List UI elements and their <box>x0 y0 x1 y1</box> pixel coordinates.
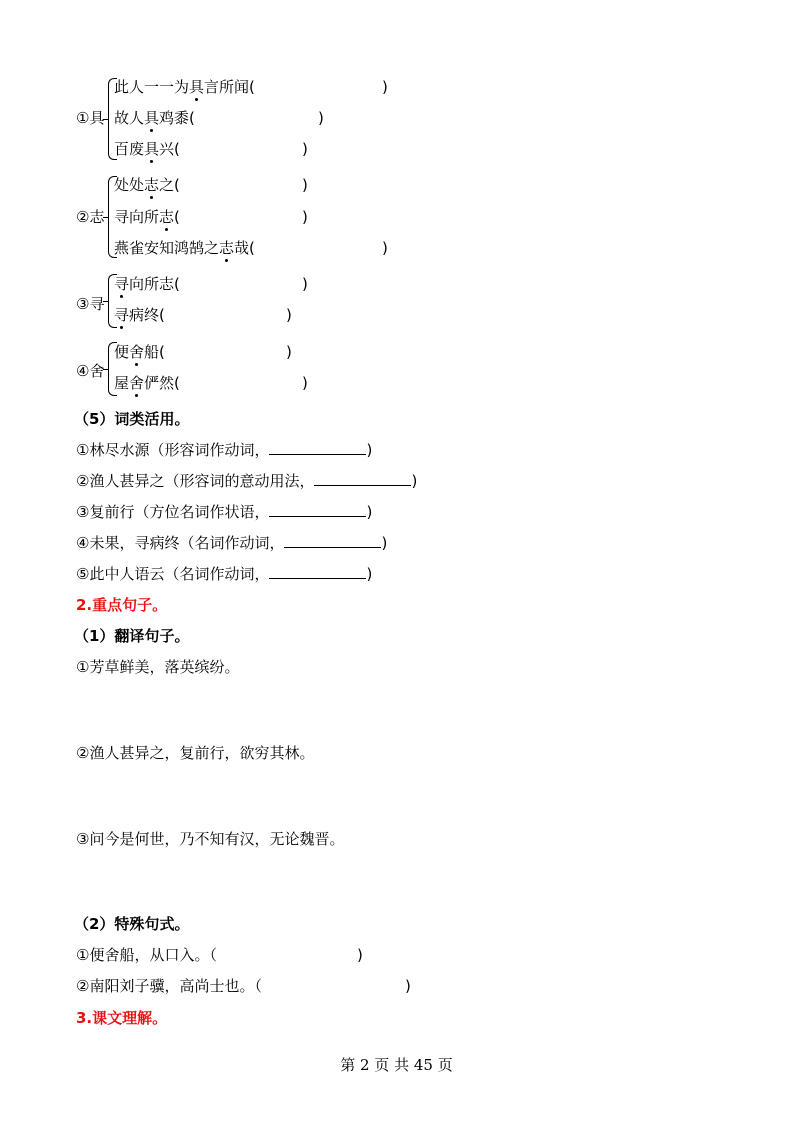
word-item: 处处志之( <box>114 176 180 194</box>
answer-blank[interactable] <box>284 533 381 548</box>
fill-blank-item: ⑤此中人语云（名词作动词， ) <box>76 565 373 583</box>
emphasis-dot-char: 志 <box>219 239 235 257</box>
close-paren: ) <box>318 109 324 127</box>
fill-blank-item: ④未果，寻病终（名词作动词， ) <box>76 534 388 552</box>
word-item: 屋舍俨然( <box>114 374 180 392</box>
emphasis-dot-char: 志 <box>159 208 175 226</box>
group-label-xun: ③寻 <box>76 295 105 313</box>
emphasis-dot-char: 具 <box>144 140 160 158</box>
word-item: 故人具鸡黍( <box>114 109 195 127</box>
word-item: 便舍船( <box>114 343 165 361</box>
subsection-heading: （1）翻译句子。 <box>74 627 190 645</box>
special-sentence-item: ①便舍船，从口入。（ <box>76 946 217 964</box>
answer-blank[interactable] <box>314 471 411 486</box>
special-sentence-item: ②南阳刘子骥，高尚士也。（ <box>76 977 262 995</box>
fill-blank-item: ③复前行（方位名词作状语， ) <box>76 503 373 521</box>
word-item: 此人一一为具言所闻( <box>114 78 255 96</box>
close-paren: ) <box>302 140 308 158</box>
close-paren: ) <box>405 977 411 995</box>
translate-item: ②渔人甚异之，复前行，欲穷其林。 <box>76 744 315 762</box>
close-paren: ) <box>286 306 292 324</box>
word-item: 寻病终( <box>114 306 165 324</box>
section-heading: （5）词类活用。 <box>74 410 190 428</box>
word-item: 寻向所志( <box>114 208 180 226</box>
emphasis-dot-char: 寻 <box>114 275 130 293</box>
close-paren: ) <box>302 374 308 392</box>
word-item: 寻向所志( <box>114 275 180 293</box>
translate-item: ①芳草鲜美，落英缤纷。 <box>76 658 240 676</box>
answer-blank[interactable] <box>269 564 366 579</box>
emphasis-dot-char: 具 <box>189 78 205 96</box>
fill-blank-item: ①林尽水源（形容词作动词， ) <box>76 441 373 459</box>
emphasis-dot-char: 寻 <box>114 306 130 324</box>
group-label-she: ④舍 <box>76 362 105 380</box>
emphasis-dot-char: 舍 <box>129 374 145 392</box>
word-item: 百废具兴( <box>114 140 180 158</box>
close-paren: ) <box>286 343 292 361</box>
translate-item: ③问今是何世，乃不知有汉，无论魏晋。 <box>76 830 345 848</box>
close-paren: ) <box>382 78 388 96</box>
close-paren: ) <box>357 946 363 964</box>
group-label-ju: ①具 <box>76 109 105 127</box>
emphasis-dot-char: 舍 <box>129 343 145 361</box>
answer-blank[interactable] <box>269 440 366 455</box>
emphasis-dot-char: 具 <box>144 109 160 127</box>
close-paren: ) <box>302 176 308 194</box>
section-heading-red: 2.重点句子。 <box>76 596 168 614</box>
page-footer: 第 2 页 共 45 页 <box>340 1056 453 1074</box>
word-item: 燕雀安知鸿鹄之志哉( <box>114 239 255 257</box>
emphasis-dot-char: 志 <box>144 176 160 194</box>
answer-blank[interactable] <box>269 502 366 517</box>
fill-blank-item: ②渔人甚异之（形容词的意动用法， ) <box>76 472 418 490</box>
close-paren: ) <box>302 275 308 293</box>
close-paren: ) <box>302 208 308 226</box>
group-label-zhi: ②志 <box>76 208 105 226</box>
section-heading-red: 3.课文理解。 <box>76 1009 168 1027</box>
close-paren: ) <box>382 239 388 257</box>
subsection-heading: （2）特殊句式。 <box>74 915 190 933</box>
